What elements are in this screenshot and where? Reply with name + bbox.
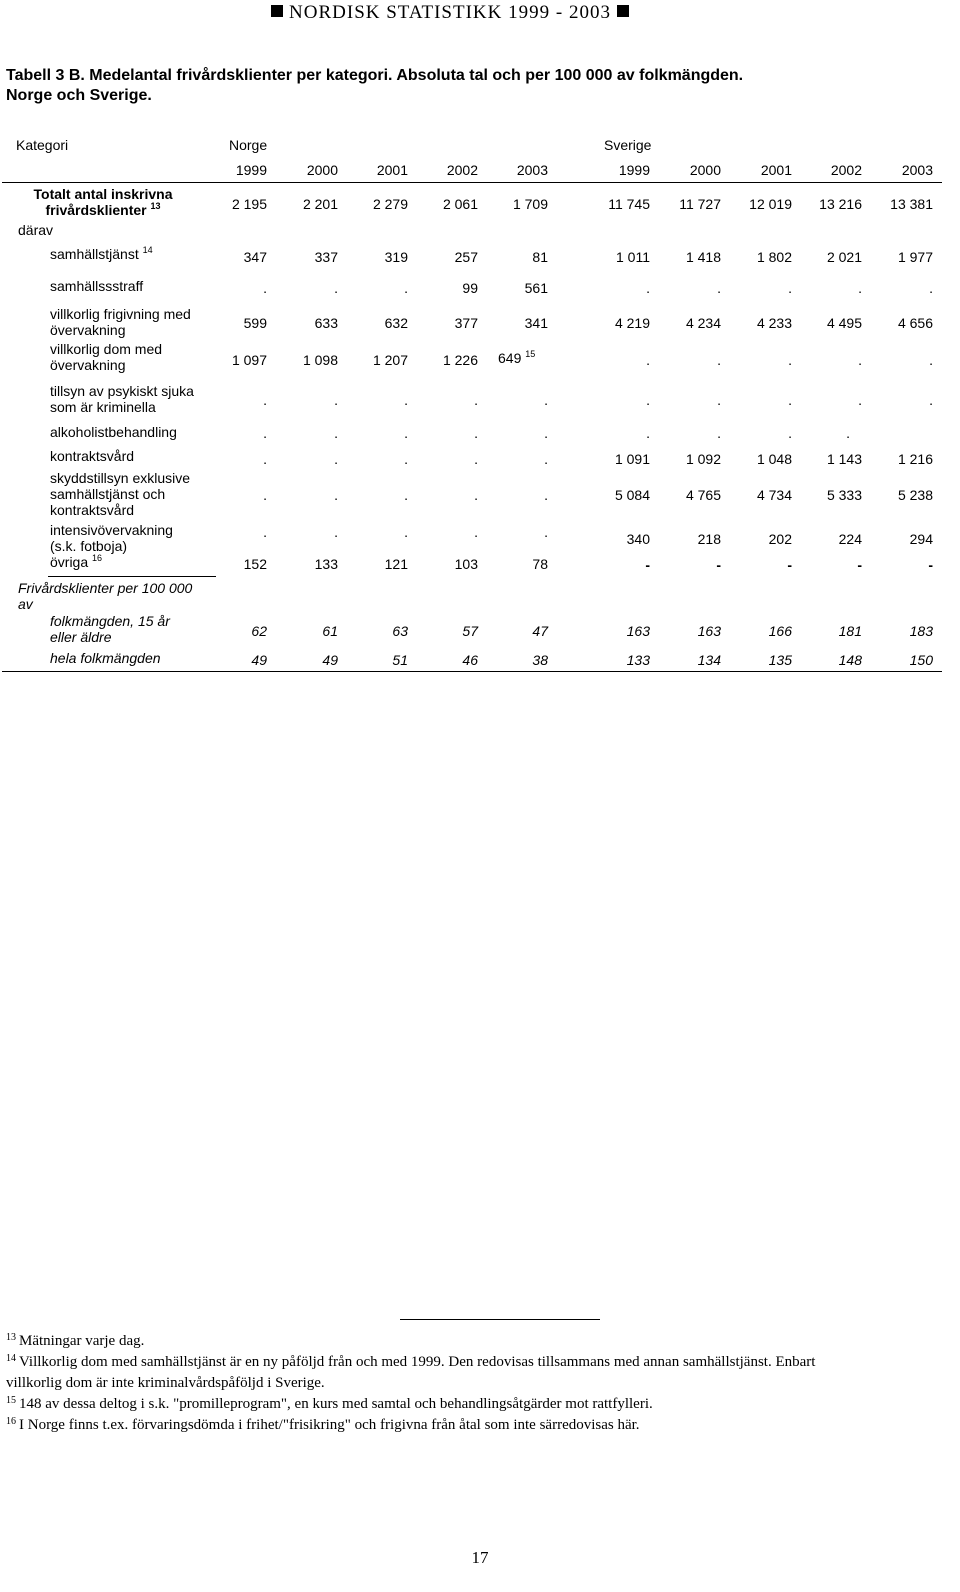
cell-value: 319 [384,249,408,265]
cell-value: . [846,425,850,441]
cell-value: . [929,280,933,296]
footnote-13 [6,1331,936,1352]
header-rule [2,182,942,183]
cell-value: . [404,524,408,540]
cell-value: 5 238 [897,487,933,503]
cell-value: . [474,425,478,441]
cell-value: 257 [454,249,478,265]
cell-value: . [544,425,548,441]
cell-value: 1 097 [231,352,267,368]
cell-value: 4 234 [685,315,721,331]
row-label-kontrakt: kontraktsvård [50,448,135,464]
cell-value: . [717,392,721,408]
year-header: 1999 [235,162,267,178]
cell-value: 2 201 [302,196,338,212]
row-label-psyk: tillsyn av psykiskt sjuka som är kriminella [50,383,194,415]
cell-value: 103 [454,556,478,572]
cell-value: 152 [243,556,267,572]
cell-value: 121 [384,556,408,572]
year-header: 2001 [760,162,792,178]
cell-value: 133 [626,652,650,668]
footnote-number: 14 [6,1353,16,1364]
year-header: 2001 [376,162,408,178]
row-label-skydd: skyddstillsyn exklusive samhällstjänst och kontraktsvård [50,470,191,518]
row-label-folk15: folkmängden, 15 år eller äldre [50,613,170,645]
cell-value: 133 [314,556,338,572]
cell-value: . [717,280,721,296]
footnote-number: 16 [6,1416,16,1427]
cell-value: . [929,392,933,408]
cell-value: 4 765 [685,487,721,503]
cell-value: . [474,487,478,503]
footnote-number: 13 [6,1332,16,1343]
cell-value: 1 011 [616,249,650,265]
section-rule [48,576,216,577]
cell-value: 63 [392,623,408,639]
cell-value: . [334,392,338,408]
row-label-samhallsstraff: samhällssstraff [50,278,144,294]
year-header: 2000 [306,162,338,178]
cell-value: . [334,425,338,441]
cell-value: 4 656 [897,315,933,331]
cell-value: 11 745 [608,196,650,212]
cell-value: 218 [697,531,721,547]
cell-value: 1 418 [685,249,721,265]
footnote-ref: 13 [150,201,161,211]
cell-value: . [404,425,408,441]
cell-value: . [334,280,338,296]
cell-value: . [474,524,478,540]
cell-value: 633 [314,315,338,331]
row-label-text: övriga [50,554,89,570]
row-label-ovriga [50,554,102,570]
cell-value: 12 019 [749,196,792,212]
cell-value: 11 727 [679,196,721,212]
cell-value: 150 [909,652,933,668]
row-label-frigivning: villkorlig frigivning med övervakning [50,306,191,338]
cell-value: 38 [532,652,548,668]
row-label-hela: hela folkmängden [50,650,161,666]
cell-value: . [646,280,650,296]
cell-value: . [788,425,792,441]
cell-value: . [544,524,548,540]
table-title-line2: Norge och Sverige. [6,87,152,104]
cell-value: 340 [626,531,650,547]
cell-value: 224 [838,531,862,547]
cell-value: 1 709 [512,196,548,212]
cell-value: 4 734 [756,487,792,503]
cell-value: . [544,392,548,408]
cell-value: . [404,392,408,408]
cell-value: 181 [838,623,862,639]
running-title: NORDISK STATISTIKK 1999 - 2003 [289,2,611,23]
row-label-per100k: Frivårdsklienter per 100 000 av [18,580,193,612]
cell-value: 78 [532,556,548,572]
cell-value: 49 [322,652,338,668]
footnote-16 [6,1415,936,1436]
cell-value: 163 [626,623,650,639]
cell-value: 1 092 [685,451,721,467]
year-header: 2000 [689,162,721,178]
cell-value: 81 [532,249,548,265]
footnote-text: Villkorlig dom med samhällstjänst är en ny påföljd från och med 1999. Den redovisas tillsammans med annan samhällstjänst. Enbart villkorlig dom är inte kriminalvårdspåföljd i Sverige. [6,1354,816,1391]
cell-value: 1 091 [614,451,650,467]
cell-value: . [263,280,267,296]
cell-value: . [646,392,650,408]
cell-value: 135 [768,652,792,668]
footnote-ref: 15 [525,349,536,359]
cell-value: . [263,451,267,467]
year-header: 2002 [446,162,478,178]
cell-value: . [788,392,792,408]
cell-value: . [263,487,267,503]
cell-value: . [404,451,408,467]
country-sverige-header: Sverige [604,137,652,153]
cell-value: 599 [243,315,267,331]
cell-value: . [404,280,408,296]
cell-value: 5 333 [826,487,862,503]
row-label-text: Totalt antal inskrivna frivårdsklienter [33,186,173,218]
cell-value: . [788,280,792,296]
cell-value: 51 [392,652,408,668]
running-header [250,2,650,24]
cell-value: 1 048 [756,451,792,467]
cell-value: 57 [462,623,478,639]
cell-value: 4 495 [826,315,862,331]
cell-value: 1 207 [372,352,408,368]
cell-value: 1 098 [302,352,338,368]
cell-value: . [788,352,792,368]
cell-value: - [857,557,862,573]
cell-value: 61 [322,623,338,639]
cell-value: . [334,487,338,503]
cell-value: 347 [243,249,267,265]
cell-value: . [474,451,478,467]
cell-value: 62 [251,623,267,639]
cell-value: . [717,425,721,441]
row-label-darav: därav [18,222,54,238]
square-bullet-icon [617,5,629,17]
cell-value: 13 381 [890,196,933,212]
cell-value: . [544,451,548,467]
cell-value: - [928,557,933,573]
cell-value-with-note [498,350,535,366]
cell-value: 4 219 [614,315,650,331]
cell-value: 377 [454,315,478,331]
cell-value: . [404,487,408,503]
cell-value: 632 [384,315,408,331]
cell-value: 1 977 [897,249,933,265]
row-label-samhallstjanst [50,246,153,262]
cell-value: 183 [909,623,933,639]
table-title [6,66,936,106]
cell-value: 1 802 [756,249,792,265]
cell-value: 166 [768,623,792,639]
footnote-text: Mätningar varje dag. [19,1333,145,1349]
cell-value: 1 143 [826,451,862,467]
year-header: 2003 [516,162,548,178]
row-label-dom: villkorlig dom med övervakning [50,341,163,373]
cell-value: 649 [498,350,522,366]
year-header: 2003 [901,162,933,178]
cell-value: . [858,280,862,296]
cell-value: 2 021 [826,249,862,265]
row-label-alko: alkoholistbehandling [50,424,177,440]
cell-value: - [787,557,792,573]
cell-value: 49 [251,652,267,668]
cell-value: . [334,524,338,540]
cell-value: 148 [838,652,862,668]
cell-value: . [646,425,650,441]
cell-value: 1 226 [442,352,478,368]
cell-value: . [334,451,338,467]
row-label-totalt [18,186,188,218]
year-header: 2002 [830,162,862,178]
cell-value: 2 279 [372,196,408,212]
cell-value: . [646,352,650,368]
square-bullet-icon [271,5,283,17]
cell-value: 1 216 [897,451,933,467]
cell-value: 5 084 [614,487,650,503]
cell-value: 163 [697,623,721,639]
cell-value: 2 195 [231,196,267,212]
cell-value: . [263,392,267,408]
cell-value: . [858,352,862,368]
cell-value: 561 [524,280,548,296]
footnote-14 [6,1352,826,1394]
cell-value: 294 [909,531,933,547]
cell-value: 134 [697,652,721,668]
table-title-line1: Tabell 3 B. Medelantal frivårdsklienter per kategori. Absoluta tal och per 100 000 av folkmängden. [6,67,744,84]
year-header: 1999 [618,162,650,178]
footnote-ref: 16 [92,553,103,563]
cell-value: . [858,392,862,408]
cell-value: 202 [768,531,792,547]
cell-value: . [263,524,267,540]
footnote-ref: 14 [142,245,153,255]
cell-value: 13 216 [819,196,862,212]
cell-value: 47 [532,623,548,639]
cell-value: . [717,352,721,368]
footnote-15 [6,1394,936,1415]
footnote-text: 148 av dessa deltog i s.k. "promilleprogram", en kurs med samtal och behandlingsåtgärder mot rattfylleri. [19,1396,653,1412]
cell-value: 341 [524,315,548,331]
footnote-number: 15 [6,1395,16,1406]
cell-value: - [716,557,721,573]
category-header: Kategori [16,137,69,153]
cell-value: - [645,557,650,573]
cell-value: 4 233 [756,315,792,331]
row-label-intensiv: intensivövervakning (s.k. fotboja) [50,522,173,554]
cell-value: 46 [462,652,478,668]
cell-value: 337 [314,249,338,265]
page-number: 17 [471,1548,489,1567]
cell-value: 99 [462,280,478,296]
row-label-text: samhällstjänst [50,246,139,262]
footnote-separator [400,1319,600,1320]
footnote-text: I Norge finns t.ex. förvaringsdömda i frihet/"frisikring" och frigivna från åtal som inte särredovisas här. [19,1417,640,1433]
table-bottom-rule [2,671,942,672]
cell-value: . [544,487,548,503]
country-norge-header: Norge [229,137,268,153]
cell-value: . [263,425,267,441]
cell-value: 2 061 [442,196,478,212]
cell-value: . [474,392,478,408]
cell-value: . [929,352,933,368]
